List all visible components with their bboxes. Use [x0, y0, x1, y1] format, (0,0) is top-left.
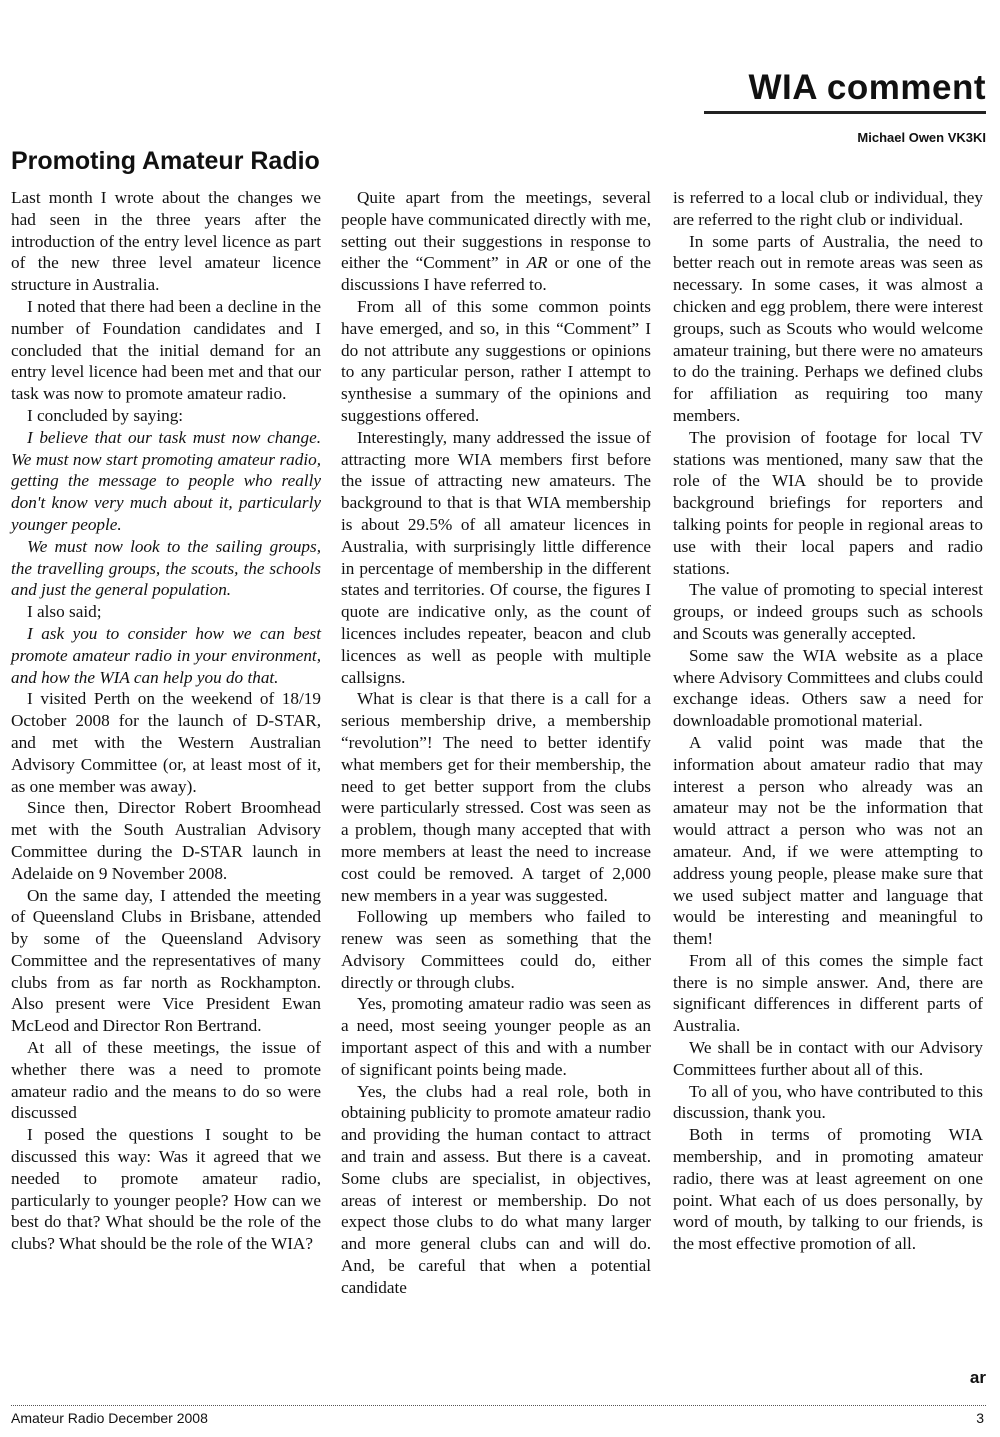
paragraph: At all of these meetings, the issue of whether there was a need to promote amateur radio and the means to do so were discussed [11, 1038, 321, 1123]
footer-publication: Amateur Radio December 2008 [11, 1410, 208, 1426]
paragraph: The provision of footage for local TV stations was mentioned, many saw that the role of the WIA should be to provide background briefings for reporters and talking points for people in regional areas to use with their local papers and radio stations. [673, 427, 983, 578]
paragraph: Both in terms of promoting WIA membership, and in promoting amateur radio, there was at least agreement on one point. What each of us does personally, by word of mouth, by talking to our friends, is the most effective promotion of all. [673, 1125, 983, 1254]
quote-paragraph: I believe that our task must now change. We must now start promoting amateur radio, getting the message to people who really don't know very much about it, particularly younger people. [11, 427, 321, 534]
paragraph: From all of this comes the simple fact there is no simple answer. And, there are significant differences in different parts of Australia. [673, 950, 983, 1036]
paragraph: The value of promoting to special interest groups, or indeed groups such as schools and Scouts was generally accepted. [673, 580, 983, 643]
paragraph: Yes, the clubs had a real role, both in obtaining publicity to promote amateur radio and providing the human contact to attract and train and assess. But there is a caveat. Some clubs are specialist, in objectives, areas of interest or membership. Do not expect those clubs to do what many larger and more general clubs can and will do. And, be careful that when a potential candidate [341, 1081, 651, 1297]
article-title: Promoting Amateur Radio [11, 147, 320, 175]
article-column-3 [673, 187, 983, 1255]
quote-paragraph: I ask you to consider how we can best promote amateur radio in your environment, and how the WIA can help you do that. [11, 623, 321, 687]
paragraph: Yes, promoting amateur radio was seen as a need, most seeing younger people as an important aspect of this and with a number of significant points being made. [341, 994, 651, 1079]
paragraph: In some parts of Australia, the need to better reach out in remote areas was seen as necessary. In some cases, it was almost a chicken and egg problem, there were interest groups, such as Scouts who would welcome amateur training, but there were no amateurs to do the training. Perhaps we defined clubs for affiliation as requiring too many members. [673, 231, 983, 425]
paragraph-text: or one of the discussions I have referred to. [341, 253, 651, 295]
article-column-1 [11, 187, 321, 1255]
paragraph: Since then, Director Robert Broomhead met with the South Australian Advisory Committee during the D-STAR launch in Adelaide on 9 November 2008. [11, 798, 321, 883]
paragraph: I concluded by saying: [27, 405, 184, 425]
footer-rule [11, 1405, 986, 1406]
article-column-2 [341, 187, 651, 1299]
paragraph: Last month I wrote about the changes we had seen in the three years after the introduction of the entry level licence as part of the new three level amateur licence structure in Australia. [11, 188, 321, 295]
paragraph: Following up members who failed to renew was seen as something that the Advisory Committees could do, either directly or through clubs. [341, 907, 651, 992]
paragraph: is referred to a local club or individual, they are referred to the right club or individual. [673, 188, 983, 229]
paragraph: I also said; [27, 602, 102, 622]
quote-paragraph: We must now look to the sailing groups, the travelling groups, the scouts, the schools and just the general population. [11, 536, 321, 600]
paragraph-text: Quite apart from the meetings, several people have communicated directly with me, setting out their suggestions in response to either the “Comment” in [341, 188, 651, 273]
paragraph: I posed the questions I sought to be discussed this way: Was it agreed that we needed to promote amateur radio, particularly to younger people? How can we best do that? What should be the role of the clubs? What should be the role of the WIA? [11, 1125, 321, 1254]
paragraph: We shall be in contact with our Advisory Committees further about all of this. [673, 1038, 983, 1079]
paragraph: I visited Perth on the weekend of 18/19 October 2008 for the launch of D-STAR, and met with the Western Australian Advisory Committee (or, at least most of it, as one member was away). [11, 689, 321, 796]
paragraph: A valid point was made that the information about amateur radio that may interest a person who already was an amateur may not be the information that would attract a person who was not an amateur. And, if we were attempting to address young people, please make sure that we used subject matter and language that would be interesting and meaningful to them! [673, 732, 983, 949]
page-number: 3 [976, 1410, 984, 1426]
section-title: WIA comment [748, 68, 986, 107]
end-mark: ar [969, 1368, 986, 1387]
publication-name: AR [526, 253, 548, 273]
paragraph: From all of this some common points have emerged, and so, in this “Comment” I do not attribute any suggestions or opinions to any particular person, rather I attempt to synthesise a summary of the opinions and suggestions offered. [341, 296, 651, 425]
paragraph: Some saw the WIA website as a place where Advisory Committees and clubs could exchange ideas. Others saw a need for downloadable promotional material. [673, 645, 983, 731]
paragraph: What is clear is that there is a call for a serious membership drive, a membership “revolution”! The need to better identify what members get for their membership, the need to get better support from the clubs were particularly stressed. Cost was seen as a problem, though many accepted that with more members at least the need to increase cost could be removed. A target of 2,000 new members in a year was suggested. [341, 689, 651, 905]
paragraph: I noted that there had been a decline in the number of Foundation candidates and I concluded that the initial demand for an entry level licence had been met and that our task was now to promote amateur radio. [11, 296, 321, 404]
paragraph: Interestingly, many addressed the issue of attracting more WIA members first before the issue of attracting new amateurs. The background to that is that WIA membership is about 29.5% of all amateur licences in Australia, with surprisingly little difference in percentage of membership in the different states and territories. Of course, the figures I quote are indicative only, as the count of licences includes repeater, beacon and club licences as well as people with multiple callsigns. [341, 427, 651, 687]
author-byline: Michael Owen VK3KI [857, 130, 986, 145]
header-rule [704, 111, 986, 114]
paragraph: To all of you, who have contributed to this discussion, thank you. [673, 1081, 983, 1123]
paragraph [341, 187, 651, 296]
paragraph: On the same day, I attended the meeting of Queensland Clubs in Brisbane, attended by some of the Queensland Advisory Committee and the representatives of many clubs from as far north as Rockhampton. Also present were Vice President Ewan McLeod and Director Ron Bertrand. [11, 885, 321, 1036]
